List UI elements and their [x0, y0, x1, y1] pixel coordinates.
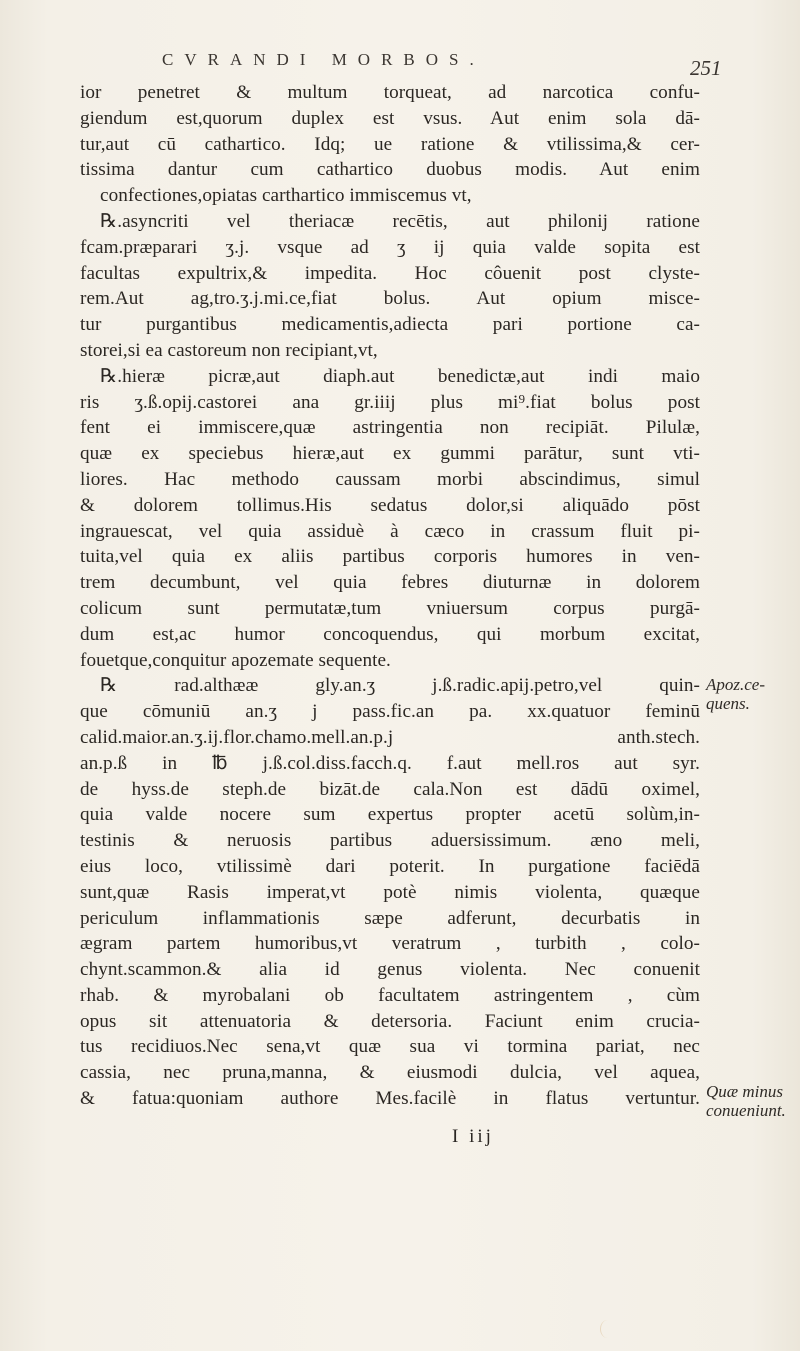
margin-note-minus-conueniunt	[706, 1082, 786, 1120]
signature-mark: I iij	[452, 1126, 494, 1147]
text-line: rem.Aut ag,tro.ʒ.j.mi.ce,fiat bolus. Aut opium misce-	[80, 288, 700, 310]
text-line: quæ ex speciebus hieræ,aut ex gummi parātur, sunt vti-	[80, 443, 700, 465]
text-line: giendum est,quorum duplex est vsus. Aut enim sola dā-	[80, 107, 700, 129]
text-line: storei,si ea castoreum non recipiant,vt,	[80, 339, 378, 361]
text-line: quia valde nocere sum expertus propter acetū solùm,in-	[80, 804, 700, 826]
text-line: fouetque,conquitur apozemate sequente.	[80, 649, 391, 671]
text-line: confectiones,opiatas carthartico immiscemus vt,	[100, 185, 472, 207]
text-line: ægram partem humoribus,vt veratrum , turbith , colo-	[80, 933, 700, 955]
running-title: CVRANDI MORBOS.	[162, 50, 485, 69]
text-line: tissima dantur cum cathartico duobus modis. Aut enim	[80, 159, 700, 181]
margin-note-line: quens.	[706, 694, 750, 713]
margin-note-apozema	[706, 675, 765, 713]
text-line: ℞ rad.althææ gly.an.ʒ j.ß.radic.apij.petro,vel quin-	[100, 675, 700, 697]
text-line: rhab. & myrobalani ob facultatem astringentem , cùm	[80, 984, 700, 1006]
text-line: tur purgantibus medicamentis,adiecta pari portione ca-	[80, 314, 700, 336]
text-line: opus sit attenuatoria & detersoria. Faciunt enim crucia-	[80, 1010, 700, 1032]
paper-stain	[600, 1320, 615, 1338]
page-number: 251	[690, 56, 722, 80]
text-line: liores. Hac methodo caussam morbi abscindimus, simul	[80, 468, 700, 490]
text-line: periculum inflammationis sæpe adferunt, decurbatis in	[80, 907, 700, 929]
text-line: ingrauescat, vel quia assiduè à cæco in crassum fluit pi-	[80, 520, 700, 542]
text-line: facultas expultrix,& impedita. Hoc côuenit post clyste-	[80, 262, 700, 284]
main-text-block	[80, 80, 700, 1112]
text-line: fcam.præparari ʒ.j. vsque ad ʒ ij quia valde sopita est	[80, 236, 700, 258]
text-line: sunt,quæ Rasis imperat,vt potè nimis violenta, quæque	[80, 881, 700, 903]
text-line: ℞.hieræ picræ,aut diaph.aut benedictæ,aut indi maio	[100, 365, 700, 387]
text-line: ris ʒ.ß.opij.castorei ana gr.iiij plus mi⁹.fiat bolus post	[80, 391, 700, 413]
text-line: trem decumbunt, vel quia febres diuturnæ in dolorem	[80, 572, 700, 594]
text-line: dum est,ac humor concoquendus, qui morbum excitat,	[80, 623, 700, 645]
text-line: an.p.ß in ℔ j.ß.col.diss.facch.q. f.aut mell.ros aut syr.	[80, 752, 700, 774]
text-line: ior penetret & multum torqueat, ad narcotica confu-	[80, 82, 700, 103]
margin-note-line: Apoz.ce-	[706, 675, 766, 694]
margin-note-line: conueniunt.	[706, 1101, 786, 1120]
text-line: que cōmuniū an.ʒ j pass.fic.an pa. xx.quatuor feminū	[80, 701, 700, 723]
text-line: de hyss.de steph.de bizāt.de cala.Non est dādū oximel,	[80, 778, 700, 800]
text-line: calid.maior.an.ʒ.ij.flor.chamo.mell.an.p.j anth.stech.	[80, 726, 700, 748]
text-line: chynt.scammon.& alia id genus violenta. Nec conuenit	[80, 959, 700, 981]
text-line: & fatua:quoniam authore Mes.facilè in flatus vertuntur.	[80, 1088, 700, 1110]
text-line: eius loco, vtilissimè dari poterit. In purgatione faciēdā	[80, 855, 700, 877]
text-line: & dolorem tollimus.His sedatus dolor,si aliquādo pōst	[80, 494, 700, 516]
margin-note-line: Quæ minus	[706, 1082, 783, 1101]
text-line: fent ei immiscere,quæ astringentia non recipiāt. Pilulæ,	[80, 417, 700, 439]
text-line: ℞.asyncriti vel theriacæ recētis, aut philonij ratione	[100, 210, 700, 232]
text-line: tuita,vel quia ex aliis partibus corporis humores in ven-	[80, 546, 700, 568]
text-line: colicum sunt permutatæ,tum vniuersum corpus purgā-	[80, 597, 700, 619]
text-line: cassia, nec pruna,manna, & eiusmodi dulcia, vel aquea,	[80, 1062, 700, 1084]
text-line: testinis & neruosis partibus aduersissimum. æno meli,	[80, 830, 700, 852]
text-line: tus recidiuos.Nec sena,vt quæ sua vi tormina pariat, nec	[80, 1036, 700, 1058]
text-line: tur,aut cū cathartico. Idq; ue ratione & vtilissima,& cer-	[80, 133, 700, 155]
